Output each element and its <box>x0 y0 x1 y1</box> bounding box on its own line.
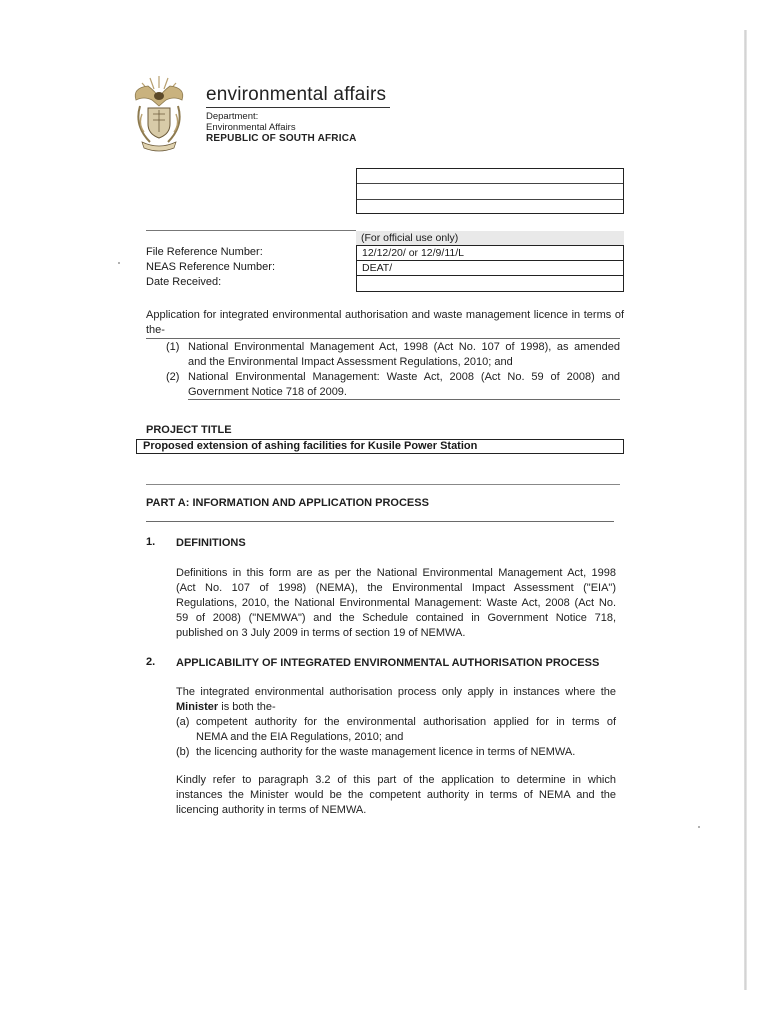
dept-label: Department: <box>206 111 259 122</box>
project-title-field[interactable]: Proposed extension of ashing facilities for Kusile Power Station <box>136 439 624 454</box>
list-item: National Environmental Management Act, 1998 (Act No. 107 of 1998), as amended <box>188 341 620 353</box>
part-a-bottom-divider <box>146 521 614 522</box>
blank-stamp-box <box>356 168 624 214</box>
list-item: the licencing authority for the waste management licence in terms of NEMWA. <box>196 746 576 758</box>
scan-edge <box>744 30 747 990</box>
list-marker: (1) <box>166 341 180 353</box>
reference-divider <box>146 230 356 231</box>
list-item: National Environmental Management: Waste Act, 2008 (Act No. 59 of 2008) and <box>188 371 620 383</box>
part-a-top-divider <box>146 484 620 485</box>
brand-title: environmental affairs <box>206 84 387 105</box>
definitions-line: Definitions in this form are as per the National Environmental Management Act, 1998 <box>176 567 616 579</box>
list-marker: (a) <box>176 716 190 728</box>
list-item: competent authority for the environmental authorisation applied for in terms of <box>196 716 616 728</box>
applicability-intro: The integrated environmental authorisation process only apply in instances where the <box>176 686 616 698</box>
official-use-label: (For official use only) <box>356 231 624 245</box>
file-reference-value[interactable]: 12/12/20/ or 12/9/11/L <box>357 246 623 261</box>
list-item-continued: Government Notice 718 of 2009. <box>188 386 347 398</box>
dept-name: Environmental Affairs <box>206 122 296 133</box>
closing-line: licencing authority in terms of NEMWA. <box>176 804 367 816</box>
intro-rest: is both the- <box>218 701 276 713</box>
definitions-line: (Act No. 107 of 1998) (NEMA), the Environmental Impact Assessment ("EIA") <box>176 582 616 594</box>
application-intro: Application for integrated environmental authorisation and waste management licence in terms of the- <box>146 309 624 336</box>
list-item-continued: NEMA and the EIA Regulations, 2010; and <box>196 731 404 743</box>
section-number: 1. <box>146 536 156 548</box>
section-heading: APPLICABILITY OF INTEGRATED ENVIRONMENTAL AUTHORISATION PROCESS <box>176 657 600 669</box>
date-received-value[interactable] <box>357 276 623 291</box>
list-marker: (b) <box>176 746 190 758</box>
closing-line: instances the Minister would be the competent authority in terms of NEMA and the <box>176 789 616 801</box>
applicability-intro-continued <box>176 700 616 715</box>
scan-speck <box>698 826 700 828</box>
reference-table <box>356 245 624 292</box>
country-name: REPUBLIC OF SOUTH AFRICA <box>206 133 357 144</box>
file-reference-label: File Reference Number: <box>146 246 263 258</box>
coat-of-arms-icon <box>128 70 190 152</box>
definitions-line: Regulations, 2010, the National Environmental Management: Waste Act, 2008 (Act No. <box>176 597 616 609</box>
neas-reference-label: NEAS Reference Number: <box>146 261 275 273</box>
intro-divider <box>146 338 620 339</box>
date-received-label: Date Received: <box>146 276 222 288</box>
closing-line: Kindly refer to paragraph 3.2 of this part of the application to determine in which <box>176 774 616 786</box>
definitions-line: published on 3 July 2009 in terms of section 19 of NEMWA. <box>176 627 466 639</box>
project-title-heading: PROJECT TITLE <box>146 424 232 436</box>
brand-divider <box>206 107 390 108</box>
section-heading: DEFINITIONS <box>176 537 246 549</box>
part-a-heading: PART A: INFORMATION AND APPLICATION PROCESS <box>146 497 429 509</box>
list-marker: (2) <box>166 371 180 383</box>
items-divider <box>188 399 620 400</box>
minister-term: Minister <box>176 701 219 713</box>
section-number: 2. <box>146 656 156 668</box>
list-item-continued: and the Environmental Impact Assessment Regulations, 2010; and <box>188 356 513 368</box>
definitions-line: 59 of 2008) ("NEMWA") and the Schedule contained in Government Notice 718, <box>176 612 616 624</box>
neas-reference-value[interactable]: DEAT/ <box>357 261 623 276</box>
scan-speck <box>118 262 120 264</box>
